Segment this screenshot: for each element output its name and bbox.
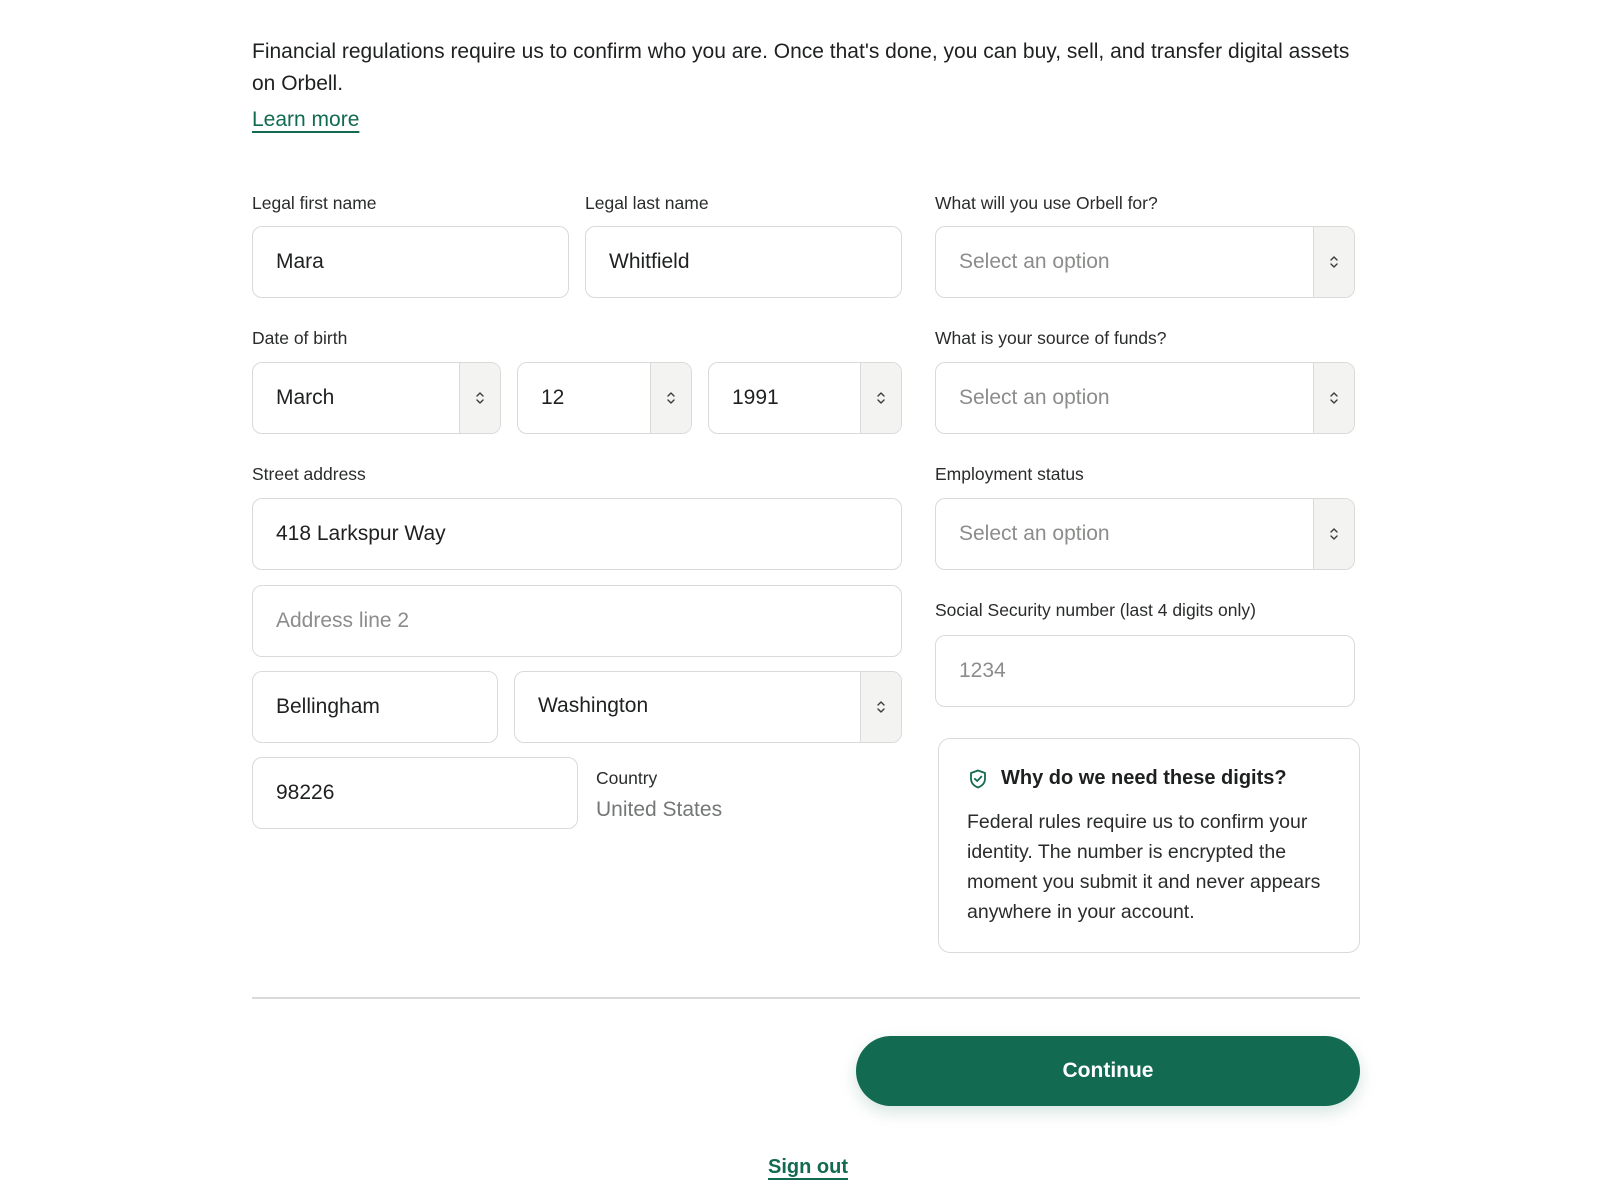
employment-toggle[interactable]: [1313, 499, 1354, 569]
dob-day-select[interactable]: [517, 362, 692, 434]
divider: [252, 997, 1360, 999]
last-name-label: Legal last name: [585, 193, 709, 213]
chevron-up-down-icon: [1329, 391, 1339, 405]
dob-year-toggle[interactable]: [860, 363, 901, 433]
shield-check-icon: [969, 769, 987, 789]
last-name-input[interactable]: [585, 226, 902, 298]
chevron-up-down-icon: [876, 391, 886, 405]
address-line2-placeholder: Address line 2: [276, 609, 410, 632]
ssn-placeholder: 1234: [959, 659, 1006, 682]
dob-day-value: 12: [541, 386, 565, 409]
ssn-info-card: [938, 738, 1360, 953]
funds-toggle[interactable]: [1313, 363, 1354, 433]
use-toggle[interactable]: [1313, 227, 1354, 297]
funds-placeholder: Select an option: [959, 386, 1110, 409]
zip-value: 98226: [276, 781, 335, 804]
sign-out-link[interactable]: Sign out: [768, 1156, 848, 1178]
employment-label: Employment status: [935, 464, 1084, 484]
first-name-input[interactable]: [252, 226, 569, 298]
first-name-label: Legal first name: [252, 193, 377, 213]
dob-month-value: March: [276, 386, 335, 409]
intro-text: Financial regulations require us to confirm who you are. Once that's done, you can buy, sell, and transfer digital assets on Orbell.: [252, 40, 1350, 95]
funds-label: What is your source of funds?: [935, 328, 1167, 348]
state-toggle[interactable]: [860, 672, 901, 742]
dob-label: Date of birth: [252, 328, 348, 348]
employment-select[interactable]: [935, 498, 1355, 570]
chevron-up-down-icon: [1329, 527, 1339, 541]
last-name-value: Whitfield: [609, 250, 690, 273]
city-input[interactable]: [252, 671, 498, 743]
chevron-up-down-icon: [1329, 255, 1339, 269]
ssn-label: Social Security number (last 4 digits only): [935, 600, 1256, 620]
country-label: Country: [596, 768, 658, 788]
address-line2-input[interactable]: [252, 585, 902, 657]
state-select[interactable]: [514, 671, 902, 743]
country-value: United States: [596, 798, 723, 821]
ssn-input[interactable]: [935, 635, 1355, 707]
chevron-up-down-icon: [876, 700, 886, 714]
continue-button[interactable]: Continue: [856, 1036, 1360, 1106]
info-title: Why do we need these digits?: [1001, 767, 1287, 789]
street-label: Street address: [252, 464, 366, 484]
use-label: What will you use Orbell for?: [935, 193, 1158, 213]
learn-more-link[interactable]: Learn more: [252, 108, 360, 131]
dob-day-toggle[interactable]: [650, 363, 691, 433]
state-value: Washington: [538, 694, 649, 717]
info-body: Federal rules require us to confirm your identity. The number is encrypted the moment you submit it and never appears anywhere in your account.: [967, 811, 1321, 923]
employment-placeholder: Select an option: [959, 522, 1110, 545]
zip-input[interactable]: [252, 757, 578, 829]
first-name-value: Mara: [276, 250, 324, 273]
dob-month-select[interactable]: [252, 362, 501, 434]
funds-select[interactable]: [935, 362, 1355, 434]
use-placeholder: Select an option: [959, 250, 1110, 273]
street-input[interactable]: [252, 498, 902, 570]
street-value: 418 Larkspur Way: [276, 522, 446, 545]
chevron-up-down-icon: [666, 391, 676, 405]
dob-month-toggle[interactable]: [459, 363, 500, 433]
use-select[interactable]: [935, 226, 1355, 298]
city-value: Bellingham: [276, 695, 380, 718]
chevron-up-down-icon: [475, 391, 485, 405]
dob-year-select[interactable]: [708, 362, 902, 434]
dob-year-value: 1991: [732, 386, 779, 409]
